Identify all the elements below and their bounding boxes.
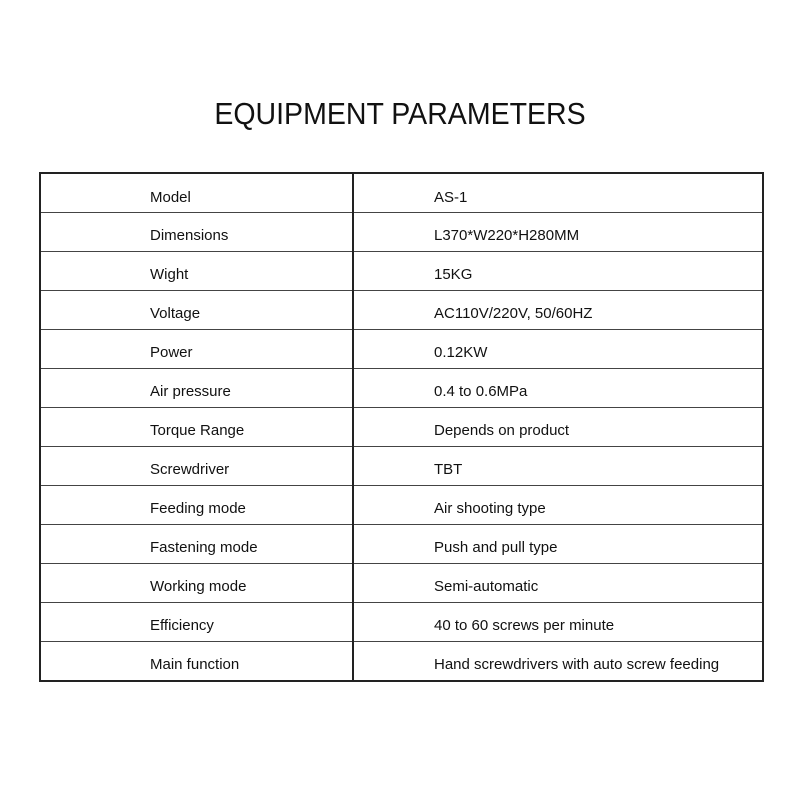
parameter-value-cell bbox=[353, 525, 763, 564]
parameter-name: Feeding mode bbox=[150, 500, 246, 517]
parameter-name: Fastening mode bbox=[150, 539, 258, 556]
parameter-value: Depends on product bbox=[434, 422, 570, 439]
parameter-value-cell bbox=[353, 408, 763, 447]
parameter-name-cell bbox=[40, 213, 353, 252]
parameter-value-cell bbox=[353, 252, 763, 291]
parameter-value: 15KG bbox=[434, 266, 473, 283]
parameter-value-cell bbox=[353, 447, 763, 486]
parameter-value: TBT bbox=[434, 461, 463, 478]
parameter-value: Hand screwdrivers with auto screw feeding bbox=[434, 656, 720, 673]
parameter-value: Push and pull type bbox=[434, 539, 558, 556]
table-row bbox=[40, 408, 763, 447]
parameter-name-cell bbox=[40, 291, 353, 330]
parameter-name: Wight bbox=[150, 266, 189, 283]
table-row bbox=[40, 603, 763, 642]
parameter-value-cell bbox=[353, 603, 763, 642]
table-row bbox=[40, 447, 763, 486]
parameter-name: Efficiency bbox=[150, 617, 214, 634]
parameter-name-cell bbox=[40, 252, 353, 291]
page-title: EQUIPMENT PARAMETERS bbox=[214, 96, 586, 131]
parameter-value: 40 to 60 screws per minute bbox=[434, 617, 615, 634]
parameter-name-cell bbox=[40, 173, 353, 213]
parameter-value: Semi-automatic bbox=[434, 578, 539, 595]
parameter-value-cell bbox=[353, 642, 763, 682]
parameter-value-cell bbox=[353, 213, 763, 252]
parameter-name-cell bbox=[40, 408, 353, 447]
parameter-value-cell bbox=[353, 369, 763, 408]
parameter-value: Air shooting type bbox=[434, 500, 546, 517]
parameter-value: AS-1 bbox=[434, 189, 468, 206]
parameter-name: Dimensions bbox=[150, 227, 229, 244]
parameter-value: L370*W220*H280MM bbox=[434, 227, 580, 244]
parameter-value: 0.12KW bbox=[434, 344, 488, 361]
table-row bbox=[40, 330, 763, 369]
parameter-name-cell bbox=[40, 486, 353, 525]
parameters-table-body bbox=[40, 173, 763, 681]
table-row bbox=[40, 642, 763, 682]
table-row bbox=[40, 291, 763, 330]
parameter-value: AC110V/220V, 50/60HZ bbox=[434, 305, 593, 322]
parameter-name: Main function bbox=[150, 656, 240, 673]
parameter-value-cell bbox=[353, 486, 763, 525]
parameter-value: 0.4 to 0.6MPa bbox=[434, 383, 528, 400]
parameter-name: Screwdriver bbox=[150, 461, 230, 478]
parameter-value-cell bbox=[353, 564, 763, 603]
parameter-name: Working mode bbox=[150, 578, 247, 595]
parameter-name-cell bbox=[40, 564, 353, 603]
table-row bbox=[40, 173, 763, 213]
table-row bbox=[40, 213, 763, 252]
table-row bbox=[40, 252, 763, 291]
parameter-name: Power bbox=[150, 344, 193, 361]
parameter-name-cell bbox=[40, 447, 353, 486]
parameter-value-cell bbox=[353, 291, 763, 330]
parameter-name-cell bbox=[40, 525, 353, 564]
table-row bbox=[40, 486, 763, 525]
parameter-value-cell bbox=[353, 173, 763, 213]
parameter-name: Torque Range bbox=[150, 422, 245, 439]
parameter-value-cell bbox=[353, 330, 763, 369]
parameter-name-cell bbox=[40, 603, 353, 642]
table-row bbox=[40, 564, 763, 603]
parameter-name: Model bbox=[150, 189, 191, 206]
table-row bbox=[40, 369, 763, 408]
parameter-name-cell bbox=[40, 330, 353, 369]
parameter-name-cell bbox=[40, 369, 353, 408]
parameter-name: Voltage bbox=[150, 305, 201, 322]
parameters-table bbox=[39, 172, 764, 682]
table-row bbox=[40, 525, 763, 564]
parameter-name: Air pressure bbox=[150, 383, 231, 400]
parameter-name-cell bbox=[40, 642, 353, 682]
